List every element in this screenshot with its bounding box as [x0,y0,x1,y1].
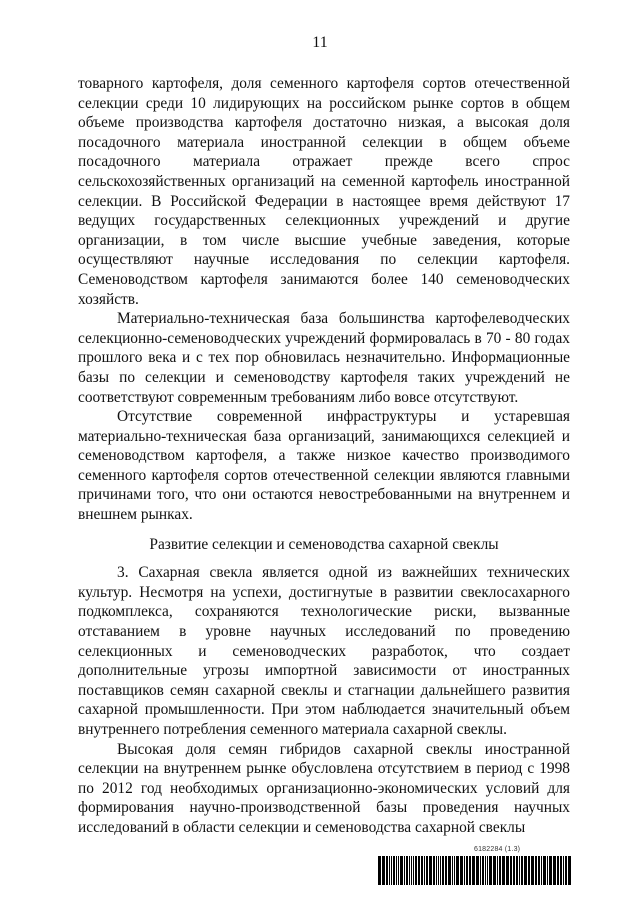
barcode-icon [378,856,574,885]
paragraph-4: 3. Сахарная свекла является одной из важнейших технических культур. Несмотря на успехи, достигнутые в развитии свеклосахарного подкомплекса, сохраняются технологические риски, вызванные отставанием в уровне научных исследований по проведению селекционных и семеноводческих разработок, что создает дополнительные угрозы импортной зависимости от иностранных поставщиков семян сахарной свеклы и стагнации дальнейшего развития сахарной промышленности. При этом наблюдается значительный объем внутреннего потребления семенного материала сахарной свеклы. [78,564,570,738]
page-number: 11 [312,34,328,51]
document-body [78,74,570,838]
paragraph-2: Материально-техническая база большинства картофелеводческих селекционно-семеноводческих учреждений формировалась в 70 - 80 годах прошлого века и с тех пор обновилась незначительно. Информационные базы по селекции и семеноводству картофеля таких учреждений не соответствуют современным требованиям либо вовсе отсутствуют. [78,310,570,406]
paragraph-3: Отсутствие современной инфраструктуры и устаревшая материально-техническая база организаций, занимающихся селекцией и семеноводством картофеля, а также низкое качество производимого семенного картофеля сортов отечественной селекции являются главными причинами того, что они остаются невостребованными на внутреннем и внешнем рынках. [78,408,570,524]
paragraph-5: Высокая доля семян гибридов сахарной свеклы иностранной селекции на внутреннем рынке обусловлена отсутствием в период с 1998 по 2012 год необходимых организационно-экономических условий для формирования научно-производственной базы проведения научных исследований в области селекции и семеноводства сахарной свеклы [78,740,570,836]
document-code: 6182284 (1.3) [474,846,521,853]
section-heading: Развитие селекции и семеноводства сахарной свеклы [149,535,499,553]
paragraph-1: товарного картофеля, доля семенного картофеля сортов отечественной селекции среди 10 лидирующих на российском рынке сортов в общем объеме производства картофеля достаточно низкая, а высокая доля посадочного материала иностранной селекции в общем объеме посадочного материала отражает прежде всего спрос сельскохозяйственных организаций на семенной картофель иностранной селекции. В Российской Федерации в настоящее время действуют 17 ведущих государственных селекционных учреждений и другие организации, в том числе высшие учебные заведения, которые осуществляют научные исследования по селекции картофеля. Семеноводством картофеля занимаются более 140 семеноводческих хозяйств. [78,75,570,308]
